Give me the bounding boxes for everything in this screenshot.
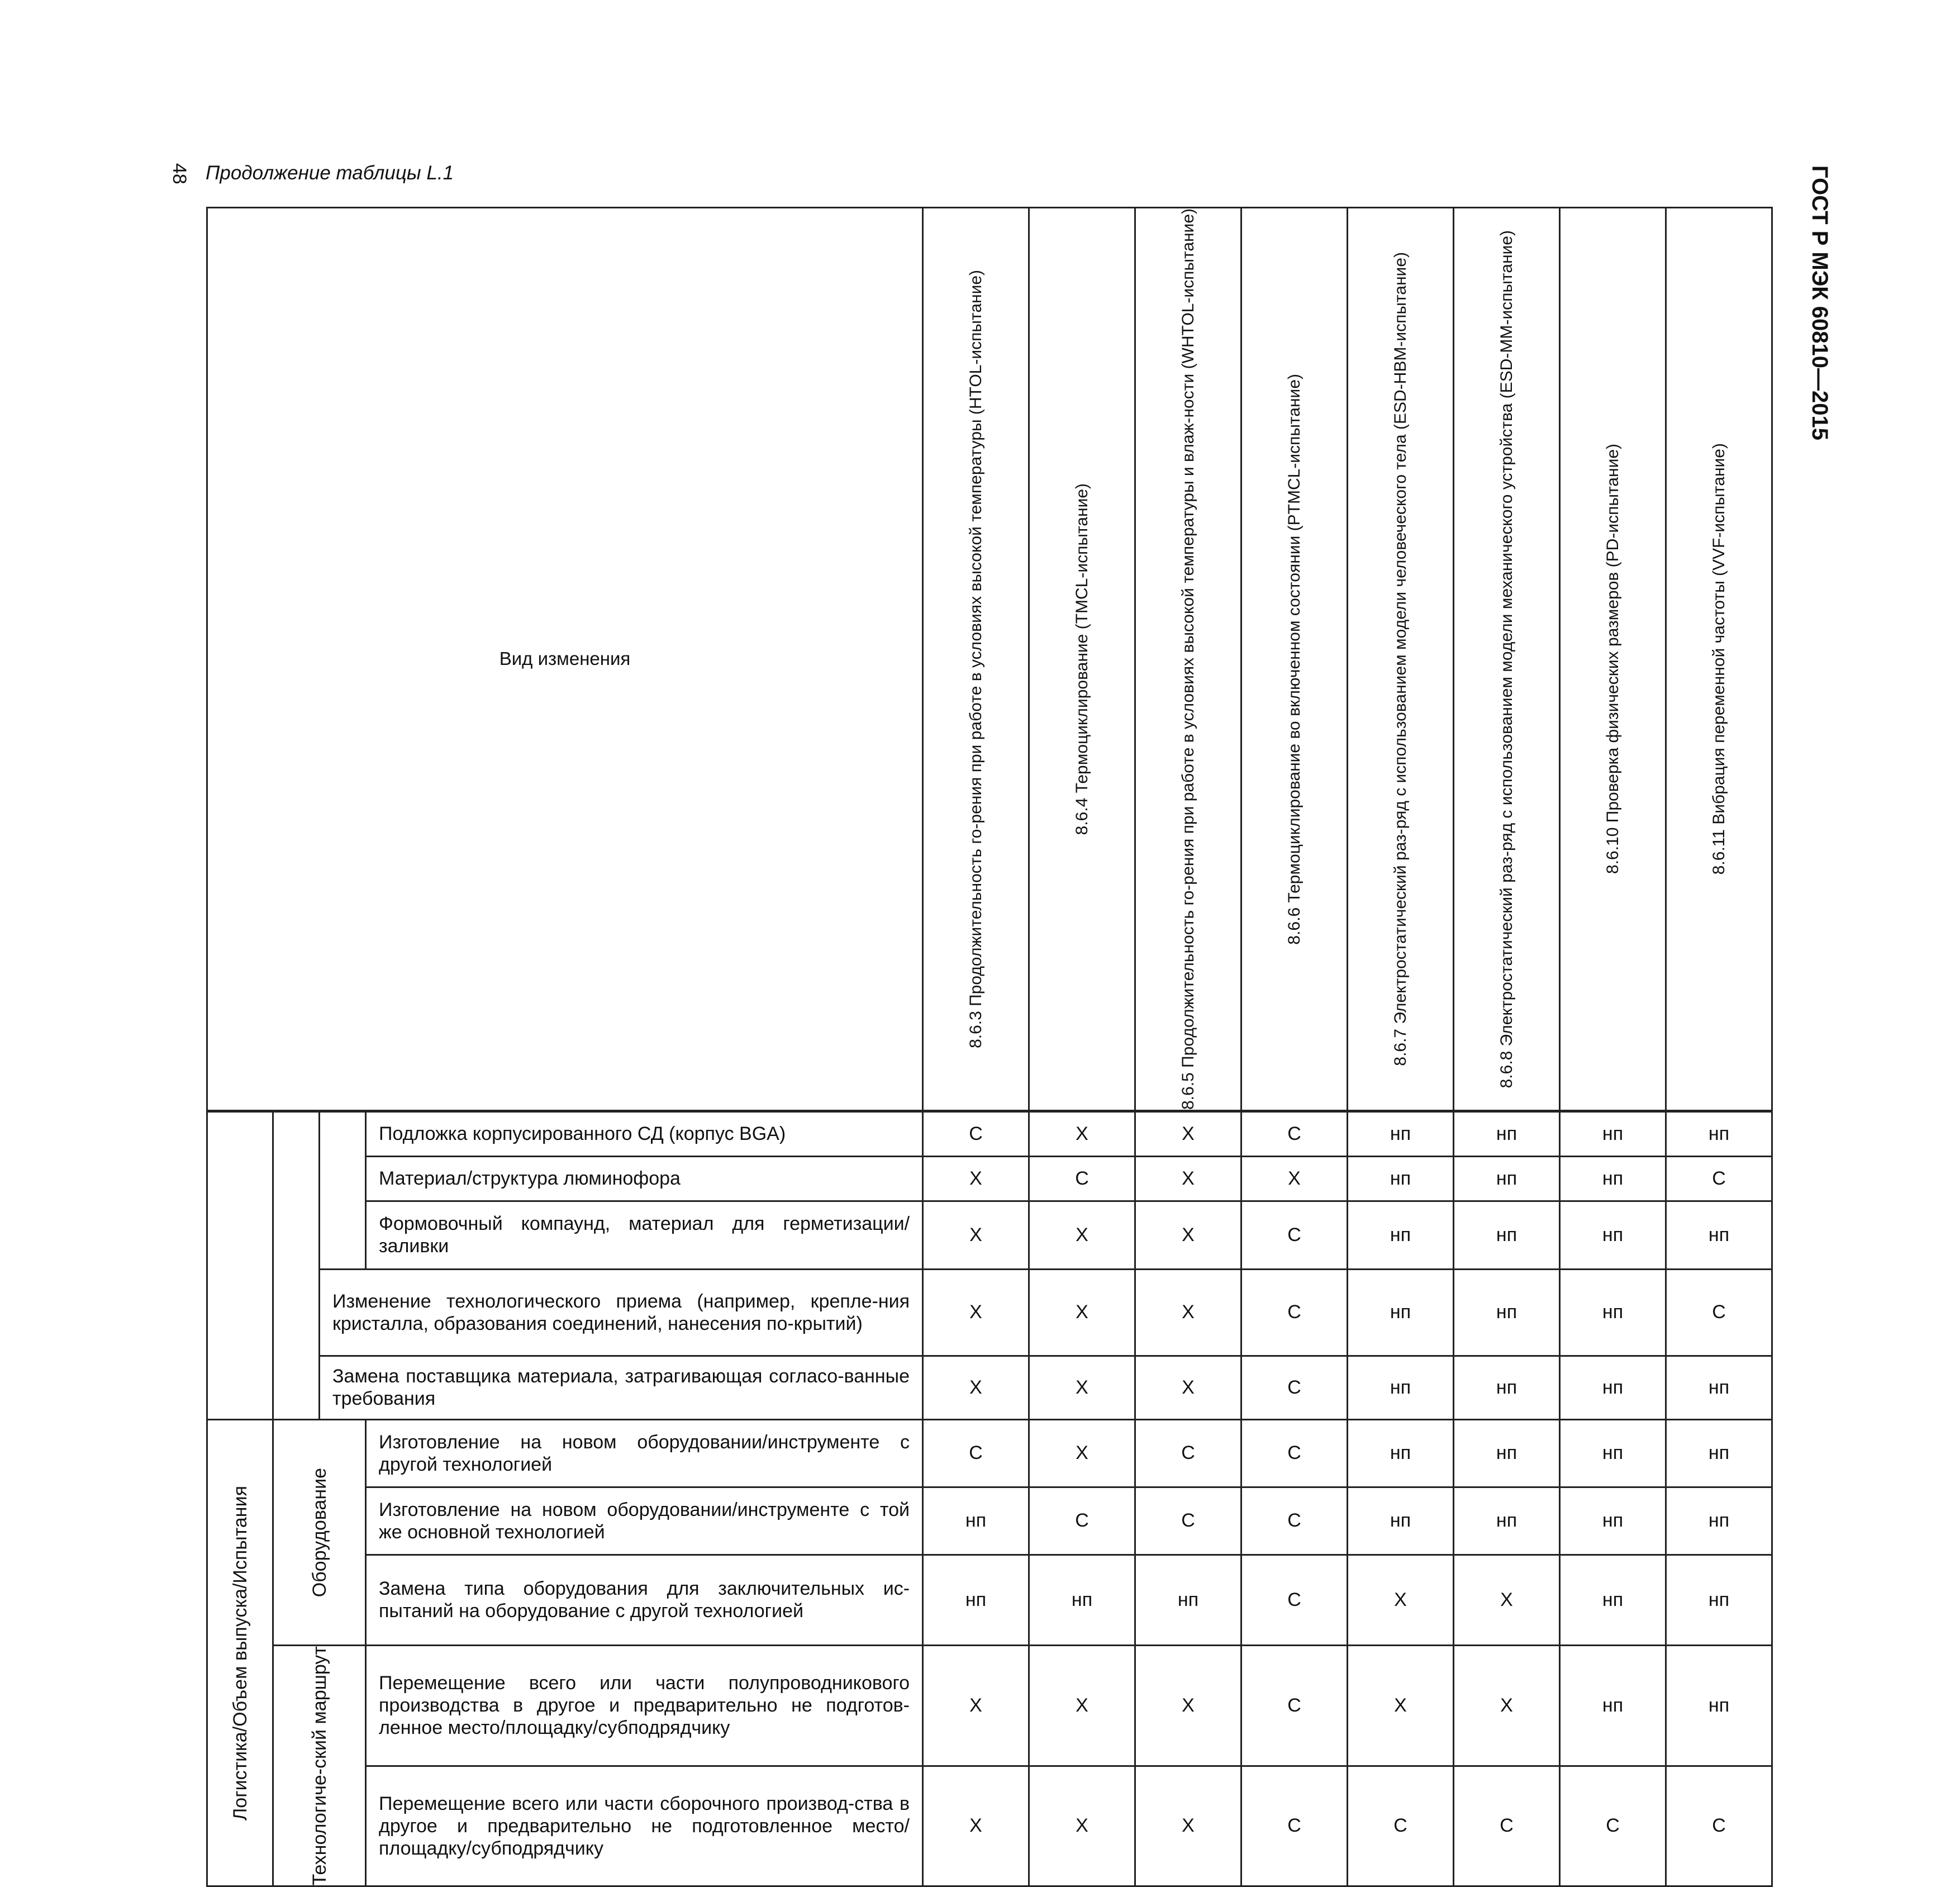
test-column-label: 8.6.3 Продолжительность го-рения при работе в условиях высокой температуры (HTOL-испытание): [966, 270, 985, 1048]
value-cell: Х: [923, 1201, 1029, 1269]
value-cell: нп: [1560, 1111, 1666, 1156]
test-column-header: [1029, 208, 1135, 1111]
category-equipment-label: Оборудование: [308, 1467, 330, 1598]
value-cell: нп: [1348, 1201, 1454, 1269]
test-column-header: [1241, 208, 1348, 1111]
value-cell: нп: [1348, 1487, 1454, 1555]
value-cell: Х: [1029, 1111, 1135, 1156]
value-cell: С: [1029, 1156, 1135, 1201]
value-cell: нп: [923, 1487, 1029, 1555]
value-cell: Х: [923, 1645, 1029, 1766]
value-cell: Х: [1135, 1111, 1241, 1156]
test-column-header: [1560, 208, 1666, 1111]
subcategory-cell-empty: [273, 1111, 320, 1419]
value-cell: Х: [1029, 1356, 1135, 1419]
value-cell: нп: [1348, 1419, 1454, 1487]
category-logistics-label: Логистика/Объем выпуска/Испытания: [229, 1485, 251, 1821]
test-column-header: [1454, 208, 1560, 1111]
table-row: [207, 1555, 1772, 1645]
value-cell: С: [1241, 1555, 1348, 1645]
value-cell: Х: [1135, 1645, 1241, 1766]
standard-designation: ГОСТ Р МЭК 60810—2015: [1807, 165, 1832, 441]
value-cell: Х: [923, 1356, 1029, 1419]
page-number: 48: [169, 163, 190, 184]
value-cell: С: [1241, 1645, 1348, 1766]
value-cell: нп: [1560, 1201, 1666, 1269]
test-column-header: [1348, 208, 1454, 1111]
value-cell: Х: [923, 1269, 1029, 1356]
test-column-label: 8.6.8 Электростатический раз-ряд с использованием модели механического устройства (ESD-MM-испытание): [1497, 230, 1516, 1089]
value-cell: Х: [1135, 1766, 1241, 1886]
value-cell: С: [1454, 1766, 1560, 1886]
change-description: Изменение технологического приема (например, крепле-ния кристалла, образования соединений, нанесения по-крытий): [320, 1269, 923, 1356]
value-cell: нп: [1666, 1201, 1772, 1269]
category-cell-empty: [207, 1111, 273, 1419]
header-row: [207, 208, 1772, 1111]
value-cell: нп: [1454, 1356, 1560, 1419]
value-cell: С: [1241, 1356, 1348, 1419]
value-cell: нп: [1666, 1111, 1772, 1156]
value-cell: нп: [1029, 1555, 1135, 1645]
change-description: Замена поставщика материала, затрагивающая согласо-ванные требования: [320, 1356, 923, 1419]
value-cell: С: [1135, 1419, 1241, 1487]
value-cell: Х: [1029, 1419, 1135, 1487]
value-cell: нп: [1454, 1201, 1560, 1269]
value-cell: нп: [1560, 1269, 1666, 1356]
value-cell: Х: [1348, 1555, 1454, 1645]
value-cell: нп: [1348, 1111, 1454, 1156]
change-description: Перемещение всего или части полупроводникового производства в другое и предварительно не подготов-ленное место/площадку/субподрядчику: [366, 1645, 923, 1766]
category-cell: [207, 1419, 273, 1886]
value-cell: С: [1241, 1111, 1348, 1156]
value-cell: Х: [1135, 1156, 1241, 1201]
change-description: Формовочный компаунд, материал для герметизации/заливки: [366, 1201, 923, 1269]
change-description: Материал/структура люминофора: [366, 1156, 923, 1201]
value-cell: нп: [1560, 1156, 1666, 1201]
value-cell: С: [1666, 1766, 1772, 1886]
table-row: [207, 1645, 1772, 1766]
value-cell: Х: [1454, 1555, 1560, 1645]
test-column-header: [1135, 208, 1241, 1111]
value-cell: нп: [1348, 1269, 1454, 1356]
value-cell: Х: [1135, 1269, 1241, 1356]
table-row: [207, 1487, 1772, 1555]
value-cell: С: [1560, 1766, 1666, 1886]
category-cell: [273, 1645, 366, 1886]
value-cell: нп: [1454, 1156, 1560, 1201]
change-description: Изготовление на новом оборудовании/инструменте с той же основной технологией: [366, 1487, 923, 1555]
value-cell: нп: [1454, 1487, 1560, 1555]
value-cell: Х: [1454, 1645, 1560, 1766]
value-cell: нп: [1666, 1487, 1772, 1555]
change-description: Изготовление на новом оборудовании/инструменте с другой технологией: [366, 1419, 923, 1487]
value-cell: С: [1135, 1487, 1241, 1555]
value-cell: Х: [1135, 1201, 1241, 1269]
value-cell: Х: [1029, 1766, 1135, 1886]
value-cell: Х: [1029, 1269, 1135, 1356]
value-cell: С: [1241, 1487, 1348, 1555]
value-cell: нп: [1666, 1645, 1772, 1766]
value-cell: нп: [1454, 1111, 1560, 1156]
value-cell: С: [1666, 1269, 1772, 1356]
value-cell: нп: [1560, 1419, 1666, 1487]
value-cell: Х: [1348, 1645, 1454, 1766]
value-cell: нп: [1454, 1419, 1560, 1487]
value-cell: С: [1029, 1487, 1135, 1555]
value-cell: нп: [1348, 1356, 1454, 1419]
table-row: [207, 1356, 1772, 1419]
test-column-header: [1666, 208, 1772, 1111]
category-cell: [273, 1419, 366, 1645]
value-cell: нп: [1454, 1269, 1560, 1356]
table-row: [207, 1766, 1772, 1886]
test-column-label: 8.6.5 Продолжительность го-рения при работе в условиях высокой температуры и влаж-ности (WHTOL-испытание): [1178, 208, 1197, 1110]
value-cell: С: [1666, 1156, 1772, 1201]
value-cell: нп: [1560, 1487, 1666, 1555]
kind-of-change-header: Вид изменения: [207, 208, 923, 1111]
table-row: [207, 1156, 1772, 1201]
change-description: Подложка корпусированного СД (корпус BGA): [366, 1111, 923, 1156]
value-cell: Х: [1241, 1156, 1348, 1201]
value-cell: нп: [923, 1555, 1029, 1645]
table-row: [207, 1269, 1772, 1356]
table-row: [207, 1111, 1772, 1156]
value-cell: С: [1241, 1419, 1348, 1487]
value-cell: Х: [923, 1156, 1029, 1201]
test-column-label: 8.6.11 Вибрация переменной частоты (VVF-испытание): [1709, 443, 1728, 875]
change-test-matrix-table: [206, 207, 1773, 1887]
value-cell: Х: [1135, 1356, 1241, 1419]
value-cell: нп: [1348, 1156, 1454, 1201]
value-cell: С: [1241, 1201, 1348, 1269]
test-column-label: 8.6.10 Проверка физических размеров (PD-испытание): [1603, 444, 1622, 874]
value-cell: С: [1241, 1766, 1348, 1886]
test-column-header: [923, 208, 1029, 1111]
value-cell: нп: [1666, 1356, 1772, 1419]
change-description: Замена типа оборудования для заключительных ис-пытаний на оборудование с другой технологией: [366, 1555, 923, 1645]
category-route-label: Технологиче-ский маршрут: [308, 1646, 330, 1886]
value-cell: нп: [1666, 1419, 1772, 1487]
table-caption: Продолжение таблицы L.1: [206, 162, 454, 184]
value-cell: С: [923, 1111, 1029, 1156]
value-cell: нп: [1135, 1555, 1241, 1645]
group-cell-empty: [320, 1111, 366, 1269]
value-cell: нп: [1666, 1555, 1772, 1645]
value-cell: С: [1241, 1269, 1348, 1356]
test-column-label: 8.6.7 Электростатический раз-ряд с использованием модели человеческого тела (ESD-HBM-испытание): [1391, 252, 1410, 1066]
table-row: [207, 1201, 1772, 1269]
change-description: Перемещение всего или части сборочного производ-ства в другое и предварительно не подготовленное место/площадку/субподрядчику: [366, 1766, 923, 1886]
value-cell: Х: [1029, 1201, 1135, 1269]
value-cell: Х: [923, 1766, 1029, 1886]
test-column-label: 8.6.6 Термоциклирование во включенном состоянии (PTMCL-испытание): [1285, 373, 1304, 945]
test-column-label: 8.6.4 Термоциклирование (TMCL-испытание): [1072, 483, 1091, 835]
value-cell: нп: [1560, 1645, 1666, 1766]
table-row: [207, 1419, 1772, 1487]
value-cell: С: [1348, 1766, 1454, 1886]
value-cell: Х: [1029, 1645, 1135, 1766]
value-cell: нп: [1560, 1555, 1666, 1645]
value-cell: нп: [1560, 1356, 1666, 1419]
value-cell: С: [923, 1419, 1029, 1487]
